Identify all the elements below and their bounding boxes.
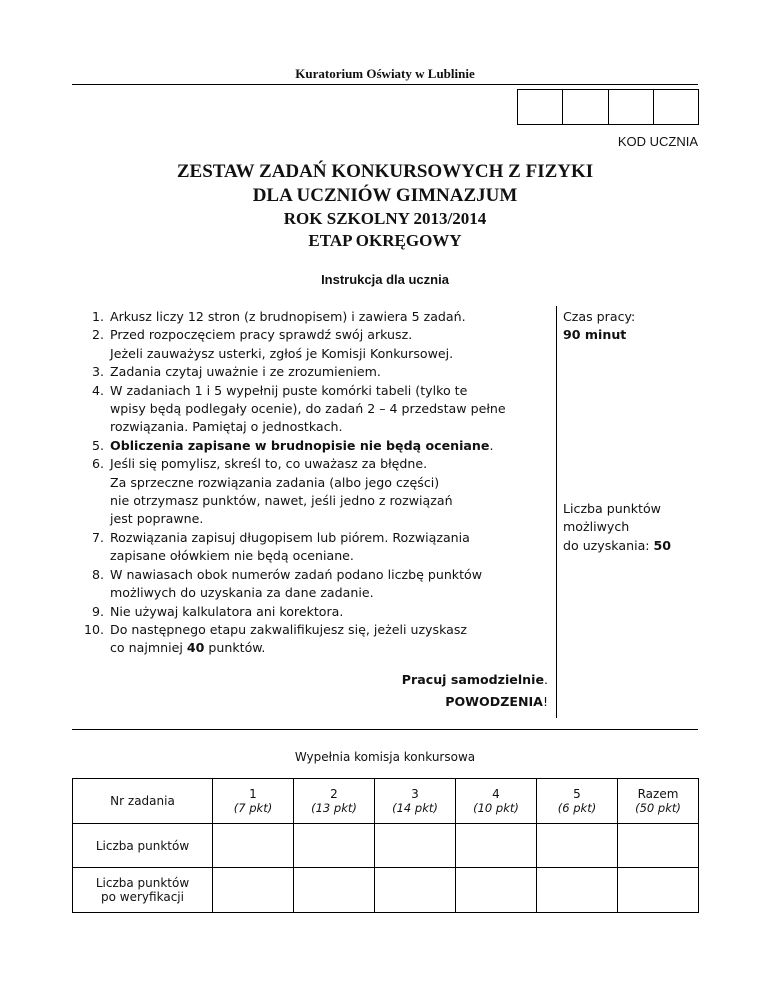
total-label: Razem (637, 787, 679, 801)
item-text: jest poprawne. (110, 511, 204, 527)
row-header-verified (73, 868, 213, 913)
verified-score-cell[interactable] (213, 868, 294, 913)
points-value: 50 (653, 537, 672, 553)
item-suffix: punktów. (204, 640, 266, 656)
table-row (73, 779, 699, 824)
item-text: Jeżeli zauważysz usterki, zgłoś je Komisji Konkursowej. (110, 345, 454, 361)
task-column-header (213, 779, 294, 824)
instructions-list (82, 308, 552, 658)
item-text: Nie używaj kalkulatora ani korektora. (110, 603, 344, 619)
row-header-points: Liczba punktów (73, 824, 213, 868)
verified-score-cell[interactable] (375, 868, 456, 913)
header-divider (72, 84, 698, 85)
task-column-header (537, 779, 618, 824)
task-points: (7 pkt) (233, 801, 273, 815)
item-text: W zadaniach 1 i 5 wypełnij puste komórki tabeli (tylko te (110, 382, 468, 398)
item-text: Przed rozpoczęciem pracy sprawdź swój arkusz. (110, 327, 413, 343)
student-code-box-2[interactable] (563, 90, 608, 124)
total-points: (50 pkt) (635, 801, 681, 815)
task-number: 4 (492, 787, 500, 801)
points-label-text: do uzyskania: (563, 537, 654, 553)
item-text: rozwiązania. Pamiętaj o jednostkach. (110, 419, 343, 435)
row-header-task: Nr zadania (73, 779, 213, 824)
item-number: 4. (91, 382, 104, 398)
task-number: 1 (249, 787, 257, 801)
item-number: 2. (91, 327, 104, 343)
document-title (72, 160, 698, 252)
item-number: 10. (83, 621, 104, 637)
item-number: 3. (91, 364, 104, 380)
item-number: 9. (91, 603, 104, 619)
verified-score-cell[interactable] (618, 868, 699, 913)
score-cell[interactable] (294, 824, 375, 868)
item-text: Zadania czytaj uważnie i ze zrozumieniem. (110, 364, 381, 380)
closing-line-2 (82, 694, 548, 709)
item-text: W nawiasach obok numerów zadań podano liczbę punktów (110, 566, 483, 582)
item-bold-text: Obliczenia zapisane w brudnopisie nie będą oceniane (110, 437, 490, 453)
item-text: możliwych do uzyskania za dane zadanie. (110, 585, 374, 601)
good-luck-text: POWODZENIA (445, 694, 543, 709)
item-text: zapisane ołówkiem nie będą oceniane. (110, 548, 354, 564)
list-item (82, 455, 552, 529)
item-number: 1. (91, 309, 104, 324)
item-text: Za sprzeczne rozwiązania zadania (albo jego części) (110, 474, 440, 490)
list-item (82, 621, 552, 658)
item-text: Jeśli się pomylisz, skreśl to, co uważasz za błędne. (110, 456, 428, 472)
score-cell[interactable] (456, 824, 537, 868)
exclamation-mark: ! (542, 694, 548, 709)
score-cell[interactable] (537, 824, 618, 868)
student-code-boxes (517, 89, 699, 125)
task-points: (6 pkt) (557, 801, 597, 815)
item-suffix: . (489, 437, 494, 453)
list-item (82, 437, 552, 455)
item-number: 7. (91, 529, 104, 545)
total-column-header (618, 779, 699, 824)
task-points: (13 pkt) (311, 801, 357, 815)
title-line-2: DLA UCZNIÓW GIMNAZJUM (252, 185, 518, 206)
verified-label-line-2: po weryfikacji (101, 890, 184, 904)
student-code-label: KOD UCZNIA (617, 134, 698, 149)
item-text: wpisy będą podlegały ocenie), do zadań 2 – 4 przedstaw pełne (110, 401, 506, 417)
item-text: Rozwiązania zapisuj długopisem lub piórem. Rozwiązania (110, 529, 470, 545)
item-prefix: co najmniej (110, 640, 187, 656)
list-item (82, 308, 552, 326)
task-column-header (456, 779, 537, 824)
item-text: Arkusz liczy 12 stron (z brudnopisem) i zawiera 5 zadań. (110, 309, 466, 324)
student-code-box-1[interactable] (518, 90, 563, 124)
closing-dot: . (543, 672, 548, 687)
task-points: (14 pkt) (392, 801, 438, 815)
item-text: nie otrzymasz punktów, nawet, jeśli jedno z rozwiązań (110, 493, 453, 509)
side-divider (556, 306, 557, 718)
task-points: (10 pkt) (473, 801, 519, 815)
points-label-line-1: Liczba punktów (563, 501, 661, 516)
student-code-box-3[interactable] (609, 90, 654, 124)
item-bold-text: 40 (186, 640, 205, 656)
closing-line-1 (82, 672, 548, 687)
title-line-4: ETAP OKRĘGOWY (308, 231, 462, 250)
score-cell[interactable] (213, 824, 294, 868)
table-row (73, 824, 699, 868)
time-value: 90 minut (563, 327, 627, 343)
instructions-heading: Instrukcja dla ucznia (321, 272, 449, 287)
table-row (73, 868, 699, 913)
verified-score-cell[interactable] (456, 868, 537, 913)
score-table (72, 778, 699, 913)
title-line-1: ZESTAW ZADAŃ KONKURSOWYCH Z FIZYKI (176, 161, 594, 182)
list-item (82, 566, 552, 603)
score-cell[interactable] (375, 824, 456, 868)
list-item (82, 603, 552, 621)
section-divider (72, 729, 698, 730)
score-cell[interactable] (618, 824, 699, 868)
list-item (82, 382, 552, 437)
list-item (82, 326, 552, 363)
item-number: 5. (91, 437, 104, 453)
title-line-3: ROK SZKOLNY 2013/2014 (283, 209, 487, 228)
time-info (563, 308, 713, 345)
points-label-line-3 (563, 537, 713, 555)
organization-name: Kuratorium Oświaty w Lublinie (295, 66, 475, 81)
closing-text: Pracuj samodzielnie (401, 672, 544, 687)
student-code-box-4[interactable] (654, 90, 698, 124)
list-item (82, 529, 552, 566)
points-info (563, 500, 713, 555)
task-column-header (294, 779, 375, 824)
verified-label-line-1: Liczba punktów (95, 876, 190, 890)
task-number: 2 (330, 787, 338, 801)
verified-score-cell[interactable] (294, 868, 375, 913)
time-label: Czas pracy: (563, 309, 636, 324)
item-text (110, 639, 552, 657)
verified-score-cell[interactable] (537, 868, 618, 913)
item-text: Do następnego etapu zakwalifikujesz się, jeżeli uzyskasz (110, 621, 468, 637)
item-number: 8. (91, 566, 104, 582)
commission-label: Wypełnia komisja konkursowa (294, 750, 476, 764)
item-number: 6. (91, 456, 104, 472)
task-column-header (375, 779, 456, 824)
task-number: 5 (573, 787, 581, 801)
list-item (82, 363, 552, 381)
task-number: 3 (411, 787, 419, 801)
item-text (110, 437, 552, 455)
points-label-line-2: możliwych (563, 519, 630, 535)
